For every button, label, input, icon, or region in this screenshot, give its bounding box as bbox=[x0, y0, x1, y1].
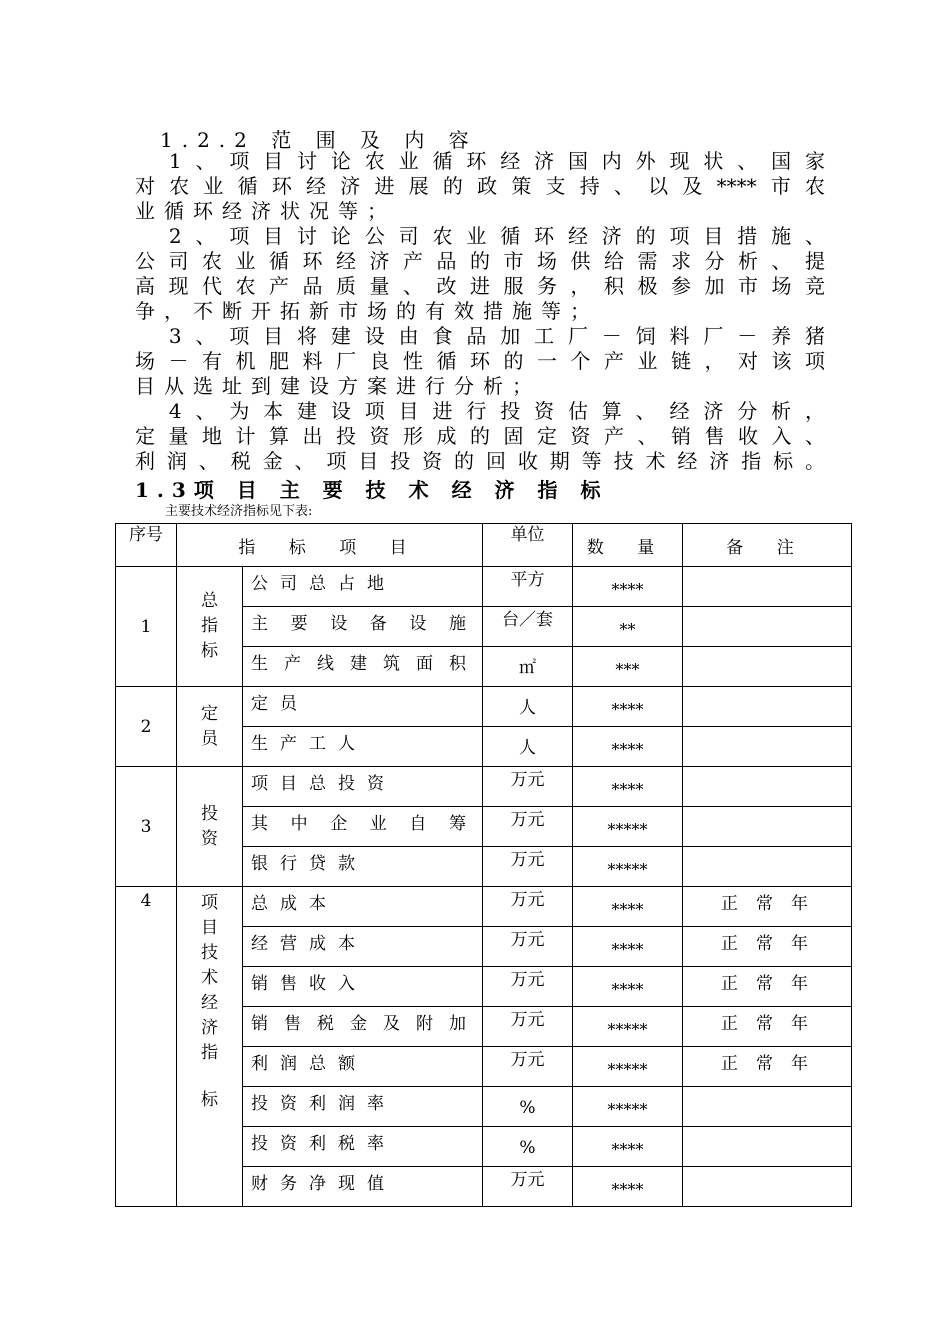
section-heading-1-3: 1.3项 目 主 要 技 术 经 济 指 标 bbox=[135, 478, 609, 502]
indicator-qty: ***** bbox=[573, 1007, 683, 1047]
body-line: 高现代农产品质量、改进服务，积极参加市场竞 bbox=[135, 274, 825, 298]
indicator-note bbox=[683, 847, 852, 887]
body-line: 目从选址到建设方案进行分析； bbox=[135, 374, 541, 398]
indicator-qty: ***** bbox=[573, 847, 683, 887]
indicator-note bbox=[683, 727, 852, 767]
group-name: 投 资 bbox=[177, 767, 243, 887]
indicator-qty: **** bbox=[573, 767, 683, 807]
indicator-unit: % bbox=[483, 1087, 573, 1127]
indicator-note: 正常年 bbox=[683, 927, 852, 967]
indicator-note: 正常年 bbox=[683, 1007, 852, 1047]
header-qty: 数 量 bbox=[573, 524, 683, 567]
body-line: 场－有机肥料厂良性循环的一个产业链，对该项 bbox=[135, 349, 825, 373]
indicator-item: 其中企业自筹 bbox=[243, 807, 483, 847]
indicator-item: 投资利税率 bbox=[243, 1127, 483, 1167]
indicator-item: 销售税金及附加 bbox=[243, 1007, 483, 1047]
header-unit: 单位 bbox=[483, 524, 573, 567]
indicator-unit: 万元 bbox=[483, 807, 573, 847]
indicator-unit: 台／套 bbox=[483, 607, 573, 647]
indicator-item: 生产线建筑面积 bbox=[243, 647, 483, 687]
indicator-qty: **** bbox=[573, 727, 683, 767]
indicator-qty: **** bbox=[573, 887, 683, 927]
indicator-note bbox=[683, 647, 852, 687]
indicator-table bbox=[115, 523, 852, 1207]
indicator-note: 正常年 bbox=[683, 1047, 852, 1087]
header-seq: 序号 bbox=[116, 524, 177, 567]
indicator-qty: **** bbox=[573, 927, 683, 967]
indicator-unit: 人 bbox=[483, 687, 573, 727]
indicator-note: 正常年 bbox=[683, 967, 852, 1007]
indicator-unit: 万元 bbox=[483, 1047, 573, 1087]
group-seq: 2 bbox=[116, 687, 177, 767]
indicator-item: 主要设备设施 bbox=[243, 607, 483, 647]
header-note: 备 注 bbox=[683, 524, 852, 567]
indicator-qty: **** bbox=[573, 967, 683, 1007]
indicator-note bbox=[683, 807, 852, 847]
indicator-qty: *** bbox=[573, 647, 683, 687]
section-heading-1-2-2: 1.2.2 范 围 及 内 容 bbox=[160, 128, 478, 152]
indicator-item: 投资利润率 bbox=[243, 1087, 483, 1127]
indicator-unit: 万元 bbox=[483, 1007, 573, 1047]
indicator-qty: ** bbox=[573, 607, 683, 647]
group-name: 项 目 技 术 经 济 指 标 bbox=[177, 887, 243, 1207]
indicator-item: 利润总额 bbox=[243, 1047, 483, 1087]
indicator-unit: 万元 bbox=[483, 1167, 573, 1207]
body-line: 3、项目将建设由食品加工厂－饲料厂－养猪 bbox=[135, 324, 825, 348]
group-seq: 4 bbox=[116, 887, 177, 1207]
table-row bbox=[116, 687, 852, 727]
indicator-item: 财务净现值 bbox=[243, 1167, 483, 1207]
body-line: 业循环经济状况等； bbox=[135, 199, 396, 223]
group-seq: 1 bbox=[116, 567, 177, 687]
indicator-note bbox=[683, 1167, 852, 1207]
table-row bbox=[116, 567, 852, 607]
group-name: 定 员 bbox=[177, 687, 243, 767]
indicator-item: 银行贷款 bbox=[243, 847, 483, 887]
group-name: 总 指 标 bbox=[177, 567, 243, 687]
table-caption: 主要技术经济指标见下表: bbox=[165, 504, 313, 519]
indicator-item: 定员 bbox=[243, 687, 483, 727]
indicator-note bbox=[683, 1127, 852, 1167]
indicator-note bbox=[683, 1087, 852, 1127]
indicator-qty: ***** bbox=[573, 1087, 683, 1127]
indicator-item: 经营成本 bbox=[243, 927, 483, 967]
body-line: 争，不断开拓新市场的有效措施等； bbox=[135, 299, 599, 323]
indicator-item: 公司总占地 bbox=[243, 567, 483, 607]
body-line: 对农业循环经济进展的政策支持、以及****市农 bbox=[135, 174, 825, 198]
indicator-qty: ***** bbox=[573, 807, 683, 847]
group-seq: 3 bbox=[116, 767, 177, 887]
header-item: 指 标 项 目 bbox=[177, 524, 483, 567]
indicator-note bbox=[683, 687, 852, 727]
indicator-qty: **** bbox=[573, 1127, 683, 1167]
indicator-unit: ㎡ bbox=[483, 647, 573, 687]
indicator-unit: 万元 bbox=[483, 927, 573, 967]
indicator-qty: **** bbox=[573, 687, 683, 727]
body-line: 2、项目讨论公司农业循环经济的项目措施、 bbox=[135, 224, 825, 248]
indicator-item: 生产工人 bbox=[243, 727, 483, 767]
body-line: 公司农业循环经济产品的市场供给需求分析、提 bbox=[135, 249, 825, 273]
indicator-note bbox=[683, 567, 852, 607]
indicator-unit: 平方 bbox=[483, 567, 573, 607]
indicator-note bbox=[683, 767, 852, 807]
indicator-note: 正常年 bbox=[683, 887, 852, 927]
table-row bbox=[116, 887, 852, 927]
indicator-item: 总成本 bbox=[243, 887, 483, 927]
indicator-qty: **** bbox=[573, 1167, 683, 1207]
indicator-item: 销售收入 bbox=[243, 967, 483, 1007]
table-header-row bbox=[116, 524, 852, 567]
indicator-qty: **** bbox=[573, 567, 683, 607]
indicator-unit: 万元 bbox=[483, 767, 573, 807]
body-line: 利润、税金、项目投资的回收期等技术经济指标。 bbox=[135, 449, 825, 473]
indicator-unit: 万元 bbox=[483, 847, 573, 887]
indicator-item: 项目总投资 bbox=[243, 767, 483, 807]
indicator-unit: 人 bbox=[483, 727, 573, 767]
body-line: 4、为本建设项目进行投资估算、经济分析， bbox=[135, 399, 825, 423]
table-row bbox=[116, 767, 852, 807]
body-line: 定量地计算出投资形成的固定资产、销售收入、 bbox=[135, 424, 825, 448]
indicator-unit: % bbox=[483, 1127, 573, 1167]
indicator-unit: 万元 bbox=[483, 967, 573, 1007]
indicator-unit: 万元 bbox=[483, 887, 573, 927]
indicator-qty: ***** bbox=[573, 1047, 683, 1087]
body-line: 1、项目讨论农业循环经济国内外现状、国家 bbox=[135, 149, 825, 173]
indicator-note bbox=[683, 607, 852, 647]
